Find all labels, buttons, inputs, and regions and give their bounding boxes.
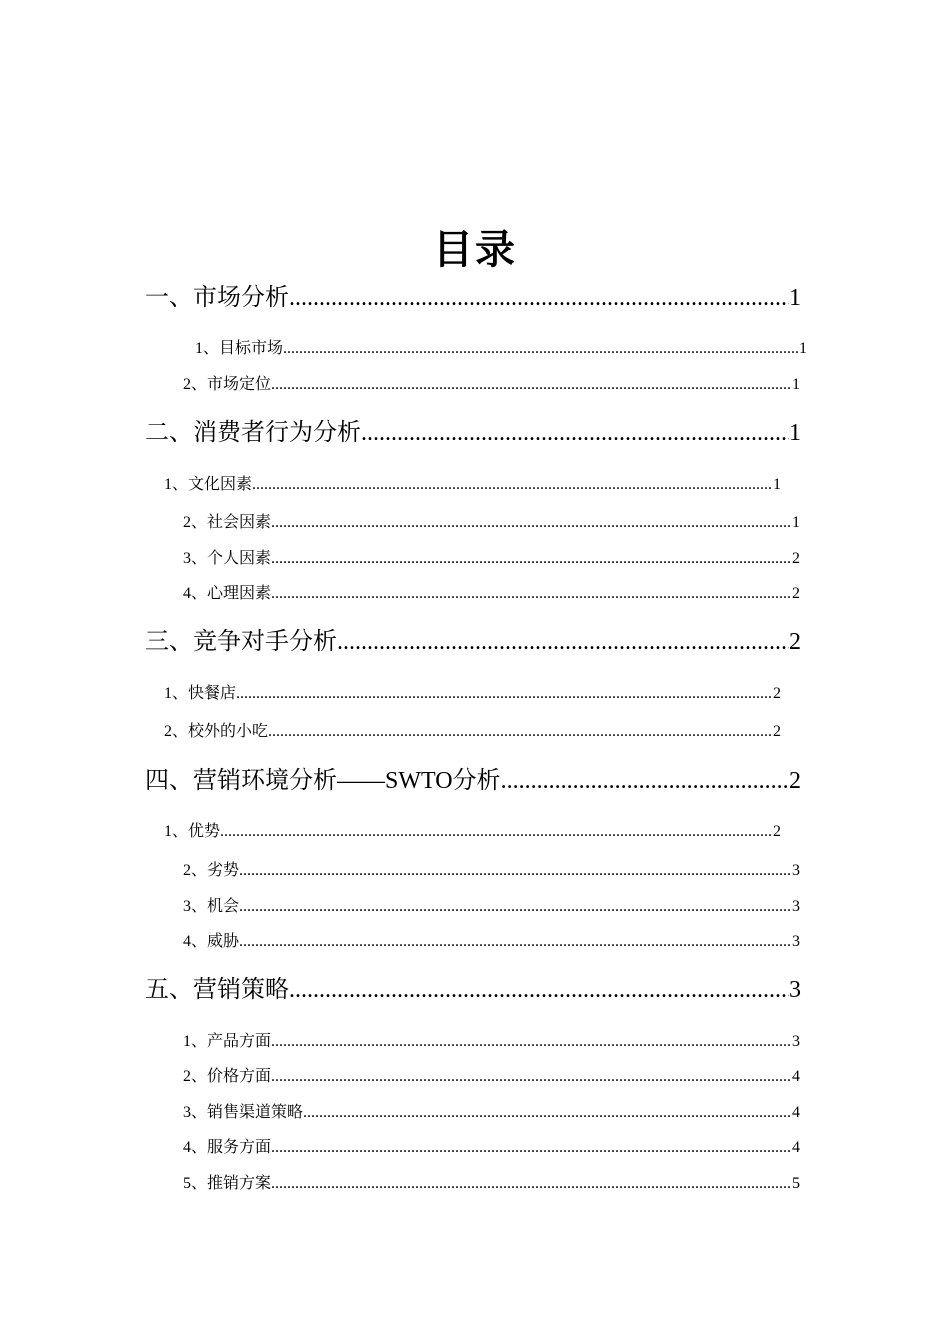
toc-entry-page: 3 (792, 898, 800, 915)
toc-entry-page: 3 (792, 862, 800, 879)
toc-entry-label: 五、营销策略 (145, 977, 289, 1003)
toc-entry-section[interactable] (145, 764, 801, 798)
toc-entry-label: 二、消费者行为分析 (145, 420, 361, 446)
toc-entry-label: 2、社会因素 (183, 514, 272, 531)
toc-entry-page: 2 (773, 723, 781, 740)
toc-entry-section[interactable] (145, 625, 801, 659)
toc-entry-page: 4 (792, 1104, 800, 1121)
toc-entry-label: 3、机会 (183, 898, 240, 915)
toc-entry-subsection[interactable] (183, 1136, 800, 1160)
toc-entry-page: 4 (792, 1068, 800, 1085)
toc-entry-label: 4、服务方面 (183, 1139, 272, 1156)
dot-leader (283, 337, 799, 361)
dot-leader (271, 1030, 792, 1054)
toc-entry-subsection[interactable] (164, 682, 781, 706)
toc-entry-page: 3 (792, 1033, 800, 1050)
dot-leader (239, 859, 792, 883)
toc-entry-subsection[interactable] (183, 1172, 800, 1196)
dot-leader (268, 720, 773, 744)
dot-leader (361, 416, 789, 450)
toc-entry-label: 三、竞争对手分析 (145, 629, 337, 655)
toc-entry-page: 3 (789, 977, 801, 1003)
dot-leader (501, 764, 789, 798)
dot-leader (271, 582, 792, 606)
dot-leader (220, 820, 773, 844)
toc-entry-page: 2 (773, 823, 781, 840)
dot-leader (236, 682, 773, 706)
dot-leader (289, 281, 789, 315)
toc-entry-subsection[interactable] (164, 820, 781, 844)
toc-entry-label: 3、个人因素 (183, 550, 272, 567)
toc-entry-label: 四、营销环境分析——SWTO分析 (145, 768, 501, 794)
toc-entry-page: 4 (792, 1139, 800, 1156)
toc-entry-subsection[interactable] (183, 1030, 800, 1054)
toc-entry-page: 1 (792, 376, 800, 393)
dot-leader (239, 895, 792, 919)
toc-entry-label: 4、心理因素 (183, 585, 272, 602)
toc-entry-page: 1 (789, 285, 801, 311)
toc-entry-page: 2 (789, 768, 801, 794)
toc-entry-label: 2、劣势 (183, 862, 240, 879)
toc-entry-label: 1、文化因素 (164, 476, 253, 493)
toc-entry-section[interactable] (145, 416, 801, 450)
toc-entry-label: 4、威胁 (183, 933, 240, 950)
toc-entry-label: 3、销售渠道策略 (183, 1104, 304, 1121)
toc-entry-label: 一、市场分析 (145, 285, 289, 311)
toc-entry-subsection[interactable] (183, 1101, 800, 1125)
toc-entry-label: 5、推销方案 (183, 1175, 272, 1192)
dot-leader (271, 1065, 792, 1089)
toc-entry-subsection[interactable] (183, 373, 800, 397)
toc-title: 目录 (433, 227, 517, 272)
toc-entry-subsection[interactable] (183, 1065, 800, 1089)
toc-entry-subsection[interactable] (183, 895, 800, 919)
toc-entry-label: 2、市场定位 (183, 376, 272, 393)
dot-leader (271, 1172, 792, 1196)
dot-leader (252, 473, 773, 497)
toc-entry-page: 1 (799, 340, 807, 357)
toc-entry-label: 2、校外的小吃 (164, 723, 269, 740)
toc-entry-subsection[interactable] (164, 473, 781, 497)
dot-leader (271, 373, 792, 397)
dot-leader (271, 1136, 792, 1160)
toc-entry-label: 1、目标市场 (195, 340, 284, 357)
toc-entry-page: 1 (789, 420, 801, 446)
dot-leader (289, 973, 789, 1007)
toc-entry-page: 1 (792, 514, 800, 531)
toc-entry-label: 1、产品方面 (183, 1033, 272, 1050)
toc-entry-page: 2 (792, 585, 800, 602)
dot-leader (271, 511, 792, 535)
toc-entry-label: 1、快餐店 (164, 685, 237, 702)
toc-entry-page: 2 (773, 685, 781, 702)
toc-entry-page: 2 (789, 629, 801, 655)
dot-leader (303, 1101, 792, 1125)
dot-leader (337, 625, 789, 659)
toc-entry-subsection[interactable] (183, 582, 800, 606)
toc-entry-page: 3 (792, 933, 800, 950)
toc-entry-section[interactable] (145, 973, 801, 1007)
dot-leader (239, 930, 792, 954)
toc-entry-subsection[interactable] (183, 930, 800, 954)
toc-entry-label: 2、价格方面 (183, 1068, 272, 1085)
toc-entry-subsection[interactable] (164, 720, 781, 744)
toc-entry-subsection[interactable] (183, 547, 800, 571)
toc-entry-page: 5 (792, 1175, 800, 1192)
toc-entry-label: 1、优势 (164, 823, 221, 840)
toc-entry-subsection[interactable] (183, 511, 800, 535)
dot-leader (271, 547, 792, 571)
toc-entry-page: 1 (773, 476, 781, 493)
toc-entry-section[interactable] (145, 281, 801, 315)
toc-entry-page: 2 (792, 550, 800, 567)
toc-entry-subsection[interactable] (195, 337, 807, 361)
toc-entry-subsection[interactable] (183, 859, 800, 883)
